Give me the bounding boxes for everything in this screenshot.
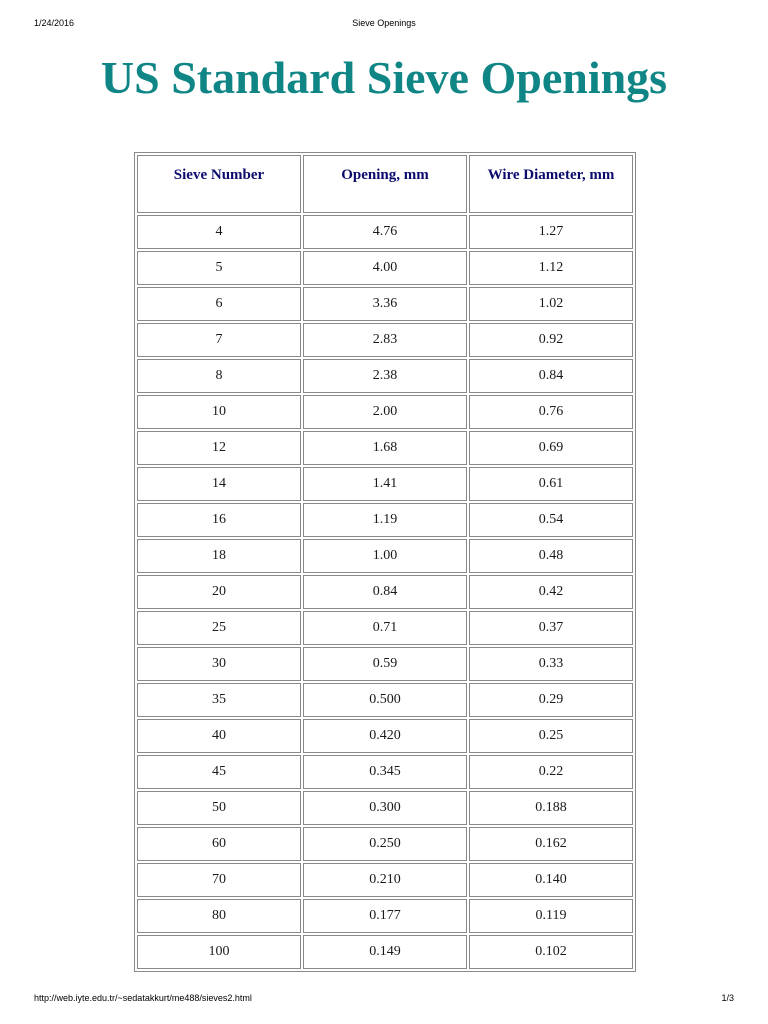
cell-sieve-number: 35 [137, 683, 301, 717]
cell-sieve-number: 25 [137, 611, 301, 645]
table-row [137, 647, 633, 681]
cell-opening: 0.149 [303, 935, 467, 969]
cell-sieve-number: 14 [137, 467, 301, 501]
cell-opening: 3.36 [303, 287, 467, 321]
cell-opening: 1.19 [303, 503, 467, 537]
cell-wire-diameter: 0.140 [469, 863, 633, 897]
cell-sieve-number: 40 [137, 719, 301, 753]
cell-wire-diameter: 0.42 [469, 575, 633, 609]
table-row [137, 791, 633, 825]
cell-opening: 1.00 [303, 539, 467, 573]
print-footer [0, 993, 768, 1007]
sieve-table-head [137, 155, 633, 213]
cell-wire-diameter: 1.12 [469, 251, 633, 285]
column-header-opening: Opening, mm [303, 155, 467, 213]
header-row [137, 155, 633, 213]
cell-sieve-number: 20 [137, 575, 301, 609]
cell-sieve-number: 16 [137, 503, 301, 537]
cell-sieve-number: 12 [137, 431, 301, 465]
cell-wire-diameter: 0.84 [469, 359, 633, 393]
cell-opening: 0.250 [303, 827, 467, 861]
cell-opening: 0.84 [303, 575, 467, 609]
cell-wire-diameter: 1.02 [469, 287, 633, 321]
cell-wire-diameter: 0.33 [469, 647, 633, 681]
cell-opening: 0.500 [303, 683, 467, 717]
cell-wire-diameter: 0.102 [469, 935, 633, 969]
cell-wire-diameter: 0.119 [469, 899, 633, 933]
cell-sieve-number: 30 [137, 647, 301, 681]
table-row [137, 467, 633, 501]
cell-sieve-number: 4 [137, 215, 301, 249]
table-row [137, 431, 633, 465]
column-header-wire-diameter: Wire Diameter, mm [469, 155, 633, 213]
cell-opening: 0.345 [303, 755, 467, 789]
table-row [137, 359, 633, 393]
sieve-table [134, 152, 636, 972]
cell-sieve-number: 7 [137, 323, 301, 357]
cell-opening: 4.00 [303, 251, 467, 285]
print-date: 1/24/2016 [34, 18, 75, 28]
cell-wire-diameter: 0.22 [469, 755, 633, 789]
cell-sieve-number: 5 [137, 251, 301, 285]
cell-opening: 0.177 [303, 899, 467, 933]
table-row [137, 683, 633, 717]
table-row [137, 323, 633, 357]
cell-wire-diameter: 0.54 [469, 503, 633, 537]
cell-opening: 2.38 [303, 359, 467, 393]
cell-sieve-number: 8 [137, 359, 301, 393]
table-row [137, 251, 633, 285]
sieve-table-container [134, 152, 636, 989]
cell-wire-diameter: 0.61 [469, 467, 633, 501]
table-row [137, 287, 633, 321]
cell-wire-diameter: 0.76 [469, 395, 633, 429]
cell-opening: 0.210 [303, 863, 467, 897]
cell-opening: 0.71 [303, 611, 467, 645]
cell-wire-diameter: 0.188 [469, 791, 633, 825]
cell-sieve-number: 100 [137, 935, 301, 969]
cell-opening: 4.76 [303, 215, 467, 249]
cell-sieve-number: 70 [137, 863, 301, 897]
page-heading: US Standard Sieve Openings [100, 52, 668, 103]
table-row [137, 503, 633, 537]
print-header [0, 18, 768, 32]
cell-wire-diameter: 0.92 [469, 323, 633, 357]
cell-opening: 2.00 [303, 395, 467, 429]
cell-opening: 1.68 [303, 431, 467, 465]
print-page-title: Sieve Openings [352, 18, 416, 28]
table-row [137, 539, 633, 573]
table-row [137, 755, 633, 789]
cell-wire-diameter: 0.29 [469, 683, 633, 717]
print-page-number: 1/3 [721, 993, 734, 1003]
cell-wire-diameter: 0.162 [469, 827, 633, 861]
cell-wire-diameter: 0.48 [469, 539, 633, 573]
cell-opening: 2.83 [303, 323, 467, 357]
table-row [137, 575, 633, 609]
cell-wire-diameter: 1.27 [469, 215, 633, 249]
table-row [137, 899, 633, 933]
cell-wire-diameter: 0.37 [469, 611, 633, 645]
print-url: http://web.iyte.edu.tr/~sedatakkurt/me488/sieves2.html [34, 993, 252, 1003]
table-row [137, 395, 633, 429]
cell-wire-diameter: 0.69 [469, 431, 633, 465]
cell-wire-diameter: 0.25 [469, 719, 633, 753]
cell-opening: 0.420 [303, 719, 467, 753]
table-row [137, 611, 633, 645]
table-row [137, 827, 633, 861]
cell-sieve-number: 18 [137, 539, 301, 573]
cell-sieve-number: 10 [137, 395, 301, 429]
cell-sieve-number: 80 [137, 899, 301, 933]
column-header-sieve-number: Sieve Number [137, 155, 301, 213]
sieve-table-body [137, 215, 633, 969]
cell-sieve-number: 6 [137, 287, 301, 321]
cell-opening: 1.41 [303, 467, 467, 501]
cell-sieve-number: 50 [137, 791, 301, 825]
cell-sieve-number: 45 [137, 755, 301, 789]
cell-sieve-number: 60 [137, 827, 301, 861]
table-row [137, 863, 633, 897]
cell-opening: 0.300 [303, 791, 467, 825]
table-row [137, 215, 633, 249]
table-row [137, 719, 633, 753]
cell-opening: 0.59 [303, 647, 467, 681]
table-row [137, 935, 633, 969]
